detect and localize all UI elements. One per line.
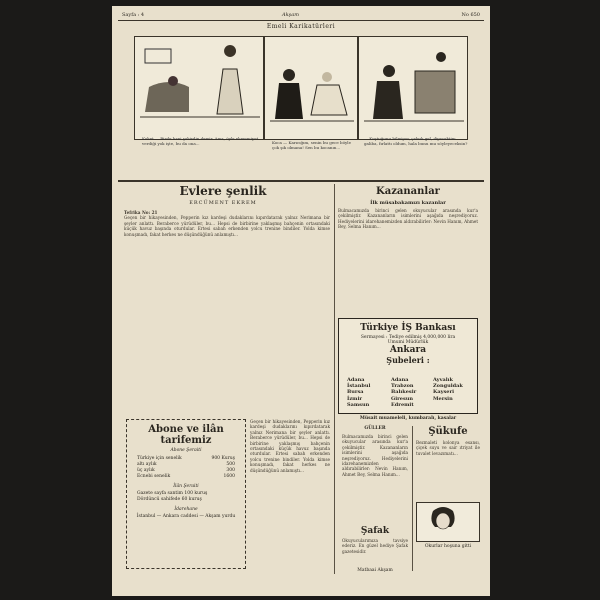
story-author: ERCÜMENT EKREM	[189, 200, 257, 206]
cartoon-caption-1: Koket — Bizde hani şakirdin demir. Ama, öyle ehemmiyet verdiği yok işte, bu da ona...	[142, 136, 259, 146]
paper-name: Akşam	[282, 12, 299, 18]
subscription-box	[126, 419, 246, 569]
guller-text: Bulmacamızda birinci gelen okuyucular arasında kur'a çekilmiştir. Kazananların isimlerini aşağıda neşrediyoruz. Hediyelerini idarehanemizden aldırabilirler: Nevin Hanım, Ahmet Bey, Selma Hanım...	[342, 434, 408, 477]
branch-column-1: Adana İstanbul Bursa İzmir Samsun	[347, 377, 371, 408]
portrait-caption: Okurlar hoşuna gitti	[424, 544, 472, 549]
story-continued-text: Geçen bir hikayesinden, Pepperin kız kardeşi dudaklarını kıpırdatarak yalnız Nerimana bir şeyler anlattı. Beraberce yürüdüler, bu... Hepsi de birbirine yaklaşmış bahçenin ortasındaki küçük havuz başında oturdular. Ertesi sabah erkenden yolcu trenine bindiler. Yolda kimse konuşmadı, fakat herkes ne düşündüğünü anlamıştı...	[250, 419, 330, 473]
cartoon-panel-1	[134, 36, 264, 140]
subscription-terms-label: Abone Şeraiti	[170, 448, 202, 453]
bank-branches-label: Şubeleri :	[386, 355, 430, 365]
subscription-title: Abone ve ilân tarifemiz	[148, 424, 224, 446]
safak-title: Şafak	[360, 526, 390, 536]
column-divider-2	[412, 426, 413, 571]
ad-terms-label: İlân Şeraiti	[173, 484, 199, 489]
printer-name: Matbaai Akşam	[357, 568, 393, 573]
bank-capital: Sermayesi : Tediye edilmiş 4,000,000 lira	[360, 335, 456, 340]
ad-rates: Gazete sayfa santim 100 kuruş Dördüncü sahifede 60 kuruş	[137, 491, 208, 502]
office-label: İdarehane	[174, 507, 198, 512]
guller-title: GÜLLER	[364, 426, 386, 431]
newspaper-page	[112, 6, 490, 596]
section-rule	[118, 180, 484, 182]
bank-footer: Müsait muameleli, kumbaralı, kasalar	[359, 416, 457, 421]
story-text	[124, 210, 330, 416]
section-title: Emeli Karikatürleri	[266, 23, 336, 30]
header-rule	[118, 20, 484, 21]
branch-column-3: Ayvalık Zonguldak Kayseri Mersin	[433, 377, 463, 402]
winners-title: Kazananlar	[376, 186, 440, 197]
story-title: Evlere şenlik	[179, 184, 267, 198]
story-installment: Tefrika No: 21	[124, 210, 158, 215]
sukufe-title: Şükufe	[428, 426, 468, 437]
branch-column-2: Adana Trabzon Balıkesir Giresun Edremit	[391, 377, 417, 408]
portrait-ad	[416, 502, 480, 542]
cartoon-panel-3	[358, 36, 468, 140]
page-header	[112, 10, 490, 20]
bank-hq: Umumi Müdürlük	[387, 340, 429, 345]
bank-city: Ankara	[389, 345, 427, 355]
safak-text: Okuyucularımıza tavsiye ederiz. En güzel hediye Şafak gazetesidir.	[342, 538, 408, 554]
page-number: Sayfa : 4	[122, 12, 145, 18]
cartoon-caption-3: — Koştuğunu bilmiyor, çabuk gel, diyecektim galiba, fırlattı oldum, hala bunu mu söyleyeceksin?	[364, 136, 468, 146]
winners-text: Bulmacamızda birinci gelen okuyucular arasında kur'a çekilmiştir. Kazananların isimlerini aşağıda neşrediyoruz. Hediyelerini idarehanemizden aldırabilirler: Nevin Hanım, Ahmet Bey, Selma Hanım...	[338, 208, 478, 230]
cartoon-panel-2	[264, 36, 358, 140]
issue-number: No 650	[461, 12, 480, 18]
winners-subtitle: İlk müsabakamızı kazanlar	[370, 200, 446, 206]
story-body: Geçen bir hikayesinden, Pepperin kız kardeşi dudaklarını kıpırdatarak yalnız Nerimana bir şeyler anlattı. Beraberce yürüdüler, bu... Hepsi de birbirine yaklaşmış bahçenin ortasındaki küçük havuz başında oturdular. Ertesi sabah erkenden yolcu trenine bindiler. Yolda kimse konuşmadı, fakat herkes ne düşündüğünü anlamıştı...	[124, 215, 330, 237]
sukufe-text: Bezmaleti kolonya esansı, çiçek suyu ve sair ıtriyat ile tuvalet levazımatı...	[416, 440, 480, 456]
column-divider	[334, 184, 335, 574]
bank-title: Türkiye İŞ Bankası	[360, 323, 456, 333]
subscription-rates: Türkiye için senelik 900 Kuruş altı aylık 500 üç aylık 300 Ecnebi senelik 1600	[137, 456, 235, 479]
office-address: İstanbul — Ankara caddesi — Akşam yurdu	[136, 514, 236, 519]
bank-advertisement	[338, 318, 478, 414]
cartoon-caption-2: Koca — Karıcığım, senin bu gece böyle çok şık olmana! Sen bu kocanın...	[272, 140, 351, 150]
